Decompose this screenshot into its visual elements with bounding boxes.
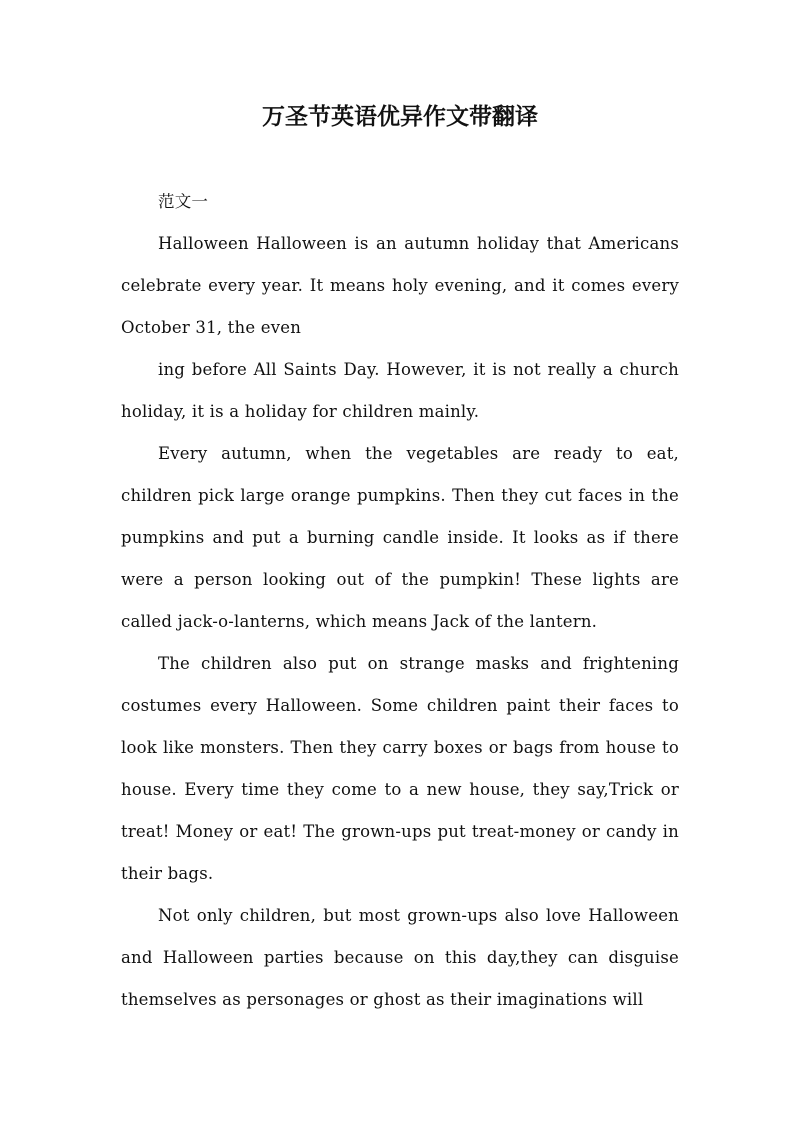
paragraph-1: Halloween Halloween is an autumn holiday that Americans celebrate every year. It means holy evening, and it comes every October 31, the even (121, 234, 679, 337)
section-heading: 范文一 (158, 192, 209, 211)
document-title: 万圣节英语优异作文带翻译 (262, 103, 538, 130)
paragraph-3: Every autumn, when the vegetables are ready to eat, children pick large orange pumpkins. Then they cut faces in the pumpkins and put a burning candle inside. It looks as if there were a person looking out of the pumpkin! These lights are called jack-o-lanterns, which means Jack of the lantern. (121, 444, 679, 631)
paragraph-4: The children also put on strange masks and frightening costumes every Halloween. Some children paint their faces to look like monsters. Then they carry boxes or bags from house to house. Every time they come to a new house, they say,Trick or treat! Money or eat! The grown-ups put treat-money or candy in their bags. (121, 654, 679, 883)
paragraph-5: Not only children, but most grown-ups also love Halloween and Halloween parties because on this day,they can disguise themselves as personages or ghost as their imaginations will (121, 906, 679, 1009)
document-body (121, 181, 679, 1021)
paragraph-2: ing before All Saints Day. However, it is not really a church holiday, it is a holiday for children mainly. (121, 360, 679, 421)
